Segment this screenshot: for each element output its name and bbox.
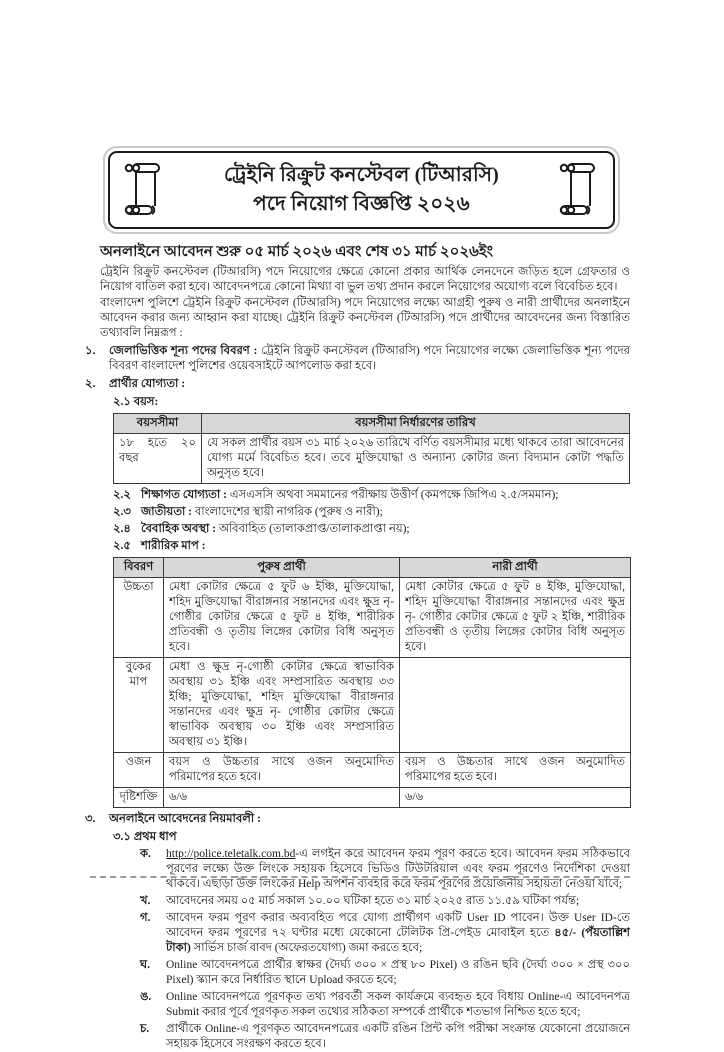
table-row xyxy=(114,788,631,808)
notice-body xyxy=(85,243,630,1052)
scroll-icon xyxy=(557,161,601,219)
section-1-vacancy xyxy=(85,344,630,374)
invitation-paragraph: বাংলাদেশ পুলিশে ট্রেইনি রিক্রুট কনস্টেবল (টিআরসি) পদে নিয়োগের লক্ষ্যে আগ্রহী পুরুষ ও নারী প্রার্থীদের অনলাইনে আবেদন করার জন্য আহ্বান করা যাচ্ছে। ট্রেইনি রিক্রুট কনস্টেবল (টিআরসি) পদে প্রার্থীদের আবেদনের জন্য বিস্তারিত তথ্যাবলি নিম্নরূপ : xyxy=(100,297,630,339)
height-female: মেধা কোটার ক্ষেত্রে ৫ ফুট ৪ ইঞ্চি, মুক্তিযোদ্ধা, শহিদ মুক্তিযোদ্ধা বীরাঙ্গনার সন্তানদের এবং ক্ষুদ্র নৃ- গোষ্ঠীর কোটার ক্ষেত্রে ৫ ফুট ২ ইঞ্চি, শারীরিক প্রতিবন্ধী ও তৃতীয় লিঙ্গের কোটার বিধি অনুসৃত হবে। xyxy=(400,578,631,658)
title-banner xyxy=(103,146,620,234)
age-subheading: ২.১ বয়স: xyxy=(113,396,159,408)
physical-item xyxy=(113,539,630,554)
education-lead: শিক্ষাগত যোগ্যতা : xyxy=(141,489,227,501)
item-ka-marker: ক. xyxy=(140,848,151,860)
item-gha-text xyxy=(166,958,630,988)
item-uma-text xyxy=(166,990,630,1020)
section-2-number: ২. xyxy=(85,378,96,390)
phys-header-detail: বিবরণ xyxy=(114,558,164,578)
height-label: উচ্চতা xyxy=(114,578,164,658)
item-ga-post: সার্ভিস চার্জ বাবদ (অফেরতযোগ্য) জমা করতে হবে; xyxy=(190,942,423,954)
phys-header-female: নারী প্রার্থী xyxy=(400,558,631,578)
marital-text: অবিবাহিত (তালাকপ্রাপ্ত/তালাকপ্রাপ্তা নয়); xyxy=(216,523,410,535)
section-3-rules xyxy=(85,812,630,827)
step-1-heading: ৩.১ প্রথম ধাপ xyxy=(113,831,177,843)
nationality-text-wrap xyxy=(141,505,630,520)
physical-measurement-table xyxy=(113,557,631,808)
table-row xyxy=(114,753,631,788)
education-text-wrap xyxy=(141,488,630,503)
phys-header-male: পুরুষ প্রার্থী xyxy=(164,558,400,578)
list-item-uma xyxy=(140,990,630,1020)
item-kha-text xyxy=(166,894,630,909)
section-3-number: ৩. xyxy=(85,813,96,825)
item-ga-text xyxy=(166,911,630,956)
section-1-text xyxy=(109,344,630,374)
chest-male: মেধা ও ক্ষুদ্র নৃ-গোষ্ঠী কোটার ক্ষেত্রে স্বাভাবিক অবস্থায় ৩১ ইঞ্চি এবং সম্প্রসারিত অবস্থায় ৩৩ ইঞ্চি; মুক্তিযোদ্ধা, শহিদ মুক্তিযোদ্ধা বীরাঙ্গনার সন্তানদের এবং ক্ষুদ্র নৃ- গোষ্ঠীর কোটার ক্ষেত্রে স্বাভাবিক অবস্থায় ৩০ ইঞ্চি এবং সম্প্রসারিত অবস্থায় ৩১ ইঞ্চি। xyxy=(164,658,400,753)
warning-paragraph: ট্রেইনি রিক্রুট কনস্টেবল (টিআরসি) পদে নিয়োগের ক্ষেত্রে কোনো প্রকার আর্থিক লেনদেনে জড়িত হলে গ্রেফতার ও নিয়োগ বাতিল করা হবে। আবেদনপত্রে কোনো মিথ্যা বা ভুল তথ্য প্রদান করলে নিয়োগের অযোগ্য বলে বিবেচিত হবে। xyxy=(100,266,630,293)
age-table-header-date: বয়সসীমা নির্ধারণের তারিখ xyxy=(202,414,630,434)
bottom-dashed-divider xyxy=(90,876,630,878)
age-table-header-limit: বয়সসীমা xyxy=(114,414,202,434)
vision-female: ৬/৬ xyxy=(400,788,631,808)
list-item-ga xyxy=(140,911,630,956)
item-ga-pre: আবেদন ফরম পূরণ করার অব্যবহিত পরে যোগ্য প্রার্থীগণ একটি User ID পাবেন। উক্ত User ID-তে আবেদন ফরম পূরণের ৭২ ঘণ্টার মধ্যে যেকোনো টেলিটক প্রি-পেইড মোবাইল হতে xyxy=(166,912,630,939)
item-gha-pre: Online আবেদনপত্রে প্রার্থীর স্বাক্ষর (দৈর্ঘ্য ৩০০ × প্রস্থ ৮০ Pixel) ও রঙিন ছবি (দৈর্ঘ্য ৩০০ × প্রস্থ ৩০০ Pixel) স্ক্যান করে নির্ধারিত স্থানে Upload করতে হবে; xyxy=(166,959,630,986)
section-2-eligibility xyxy=(85,377,630,392)
age-limit-value: ১৮ হতে ২০ বছর xyxy=(114,434,202,484)
education-text: এসএসসি অথবা সমমানের পরীক্ষায় উত্তীর্ণ (কমপক্ষে জিপিএ ২.৫/সমমান); xyxy=(226,489,559,501)
section-3-lead: অনলাইনে আবেদনের নিয়মাবলী : xyxy=(109,813,261,825)
section-1-number: ১. xyxy=(85,345,96,357)
list-item-kha xyxy=(140,894,630,909)
table-row xyxy=(114,658,631,753)
weight-female: বয়স ও উচ্চতার সাথে ওজন অনুমোদিত পরিমাপের হতে হবে। xyxy=(400,753,631,788)
item-kha-pre: আবেদনের সময় ০৫ মার্চ সকাল ১০.০০ ঘটিকা হতে ৩১ মার্চ ২০২৫ রাত ১১.৫৯ ঘটিকা পর্যন্ত; xyxy=(166,895,580,907)
item-ka-mid: -এ লগইন করে আবেদন ফরম পূরণ করতে হবে। আবেদন ফরম সঠিকভাবে পূরণের লক্ষ্যে উক্ত লিংকে সহায়ক হিসেবে ভিডিও টিউটরিয়াল এবং ফরম পূরণেও নির্দেশিকা দেওয়া থাকবে। এছাড়া উক্ত লিংকের Help অপশন ব্যবহার করে ফরম পূরণের প্রয়োজনীয় সহায়তা নেওয়া যাবে; xyxy=(166,848,630,890)
list-item-gha xyxy=(140,958,630,988)
title-banner-frame xyxy=(108,151,615,229)
scroll-icon xyxy=(122,161,166,219)
vision-male: ৬/৬ xyxy=(164,788,400,808)
table-row xyxy=(114,578,631,658)
item-cha-marker: চ. xyxy=(140,1023,150,1035)
education-item xyxy=(113,488,630,503)
nationality-item xyxy=(113,505,630,520)
section-1-lead: জেলাভিত্তিক শূন্য পদের বিবরণ : xyxy=(109,345,258,357)
item-cha-text xyxy=(166,1022,630,1052)
age-table xyxy=(113,413,630,484)
marital-item xyxy=(113,522,630,537)
item-ga-marker: গ. xyxy=(140,912,151,924)
education-number: ২.২ xyxy=(113,489,131,501)
item-uma-marker: ঙ. xyxy=(140,991,152,1003)
item-kha-marker: খ. xyxy=(140,895,151,907)
step-list xyxy=(113,830,630,1052)
item-gha-marker: ঘ. xyxy=(140,959,150,971)
chest-female xyxy=(400,658,631,753)
marital-number: ২.৪ xyxy=(113,523,131,535)
height-male: মেধা কোটার ক্ষেত্রে ৫ ফুট ৬ ইঞ্চি, মুক্তিযোদ্ধা, শহিদ মুক্তিযোদ্ধা বীরাঙ্গনার সন্তানদের এবং ক্ষুদ্র নৃ- গোষ্ঠীর কোটার ক্ষেত্রে ৫ ফুট ৪ ইঞ্চি, শারীরিক প্রতিবন্ধী ও তৃতীয় লিঙ্গের কোটার বিধি অনুসৃত হবে। xyxy=(164,578,400,658)
list-item-cha xyxy=(140,1022,630,1052)
item-ka-text xyxy=(166,847,630,892)
item-ga-bold: ৪৫/- (পঁয়তাল্লিশ টাকা) xyxy=(166,927,630,954)
weight-label: ওজন xyxy=(114,753,164,788)
nationality-number: ২.৩ xyxy=(113,506,131,518)
marital-lead: বৈবাহিক অবস্থা : xyxy=(141,523,217,535)
physical-lead: শারীরিক মাপ : xyxy=(141,540,206,552)
physical-number: ২.৫ xyxy=(113,540,131,552)
application-period-heading: অনলাইনে আবেদন শুরু ০৫ মার্চ ২০২৬ এবং শেষ ৩১ মার্চ ২০২৬ইং xyxy=(100,244,494,260)
vision-label: দৃষ্টিশক্তি xyxy=(114,788,164,808)
nationality-lead: জাতীয়তা : xyxy=(141,506,192,518)
section-1-body: ট্রেইনি রিক্রুট কনস্টেবল (টিআরসি) পদে নিয়োগের লক্ষ্যে জেলাভিত্তিক শূন্য পদের বিবরণ বাংলাদেশ পুলিশের ওয়েবসাইটে আপলোড করা হবে। xyxy=(109,345,630,372)
application-portal-link[interactable]: http://police.teletalk.com.bd xyxy=(166,848,296,860)
section-2-lead: প্রার্থীর যোগ্যতা : xyxy=(109,378,186,390)
chest-label: বুকের মাপ xyxy=(114,658,164,753)
notice-title-line1: ট্রেইনি রিক্রুট কনস্টেবল (টিআরসি) xyxy=(223,164,500,186)
nationality-text: বাংলাদেশের স্থায়ী নাগরিক (পুরুষ ও নারী); xyxy=(192,506,383,518)
notice-title-line2: পদে নিয়োগ বিজ্ঞপ্তি ২০২৬ xyxy=(253,193,470,215)
age-date-rule: যে সকল প্রার্থীর বয়স ৩১ মার্চ ২০২৬ তারিখে বর্ণিত বয়সসীমার মধ্যে থাকবে তারা আবেদনের যোগ্য মর্মে বিবেচিত হবে। তবে মুক্তিযোদ্ধা ও অন্যান্য কোটার জন্য বিদ্যমান কোটা পদ্ধতি অনুসৃত হবে। xyxy=(202,434,630,484)
item-cha-pre: প্রার্থীকে Online-এ পূরণকৃত আবেদনপত্রের একটি রঙিন প্রিন্ট কপি পরীক্ষা সংক্রান্ত যেকোনো প্রয়োজনে সহায়ক হিসেবে সংরক্ষণ করতে হবে। xyxy=(166,1023,630,1050)
item-uma-pre: Online আবেদনপত্রে পূরণকৃত তথ্য পরবর্তী সকল কার্যক্রমে ব্যবহৃত হবে বিধায় Online-এ আবেদনপত্র Submit করার পূর্বে পূরণকৃত সকল তথ্যের সঠিকতা সম্পর্কে প্রার্থীকে শতভাগ নিশ্চিত হতে হবে; xyxy=(166,991,630,1018)
marital-text-wrap xyxy=(141,522,630,537)
table-row xyxy=(114,434,630,484)
weight-male: বয়স ও উচ্চতার সাথে ওজন অনুমোদিত পরিমাপের হতে হবে। xyxy=(164,753,400,788)
list-item-ka xyxy=(140,847,630,892)
